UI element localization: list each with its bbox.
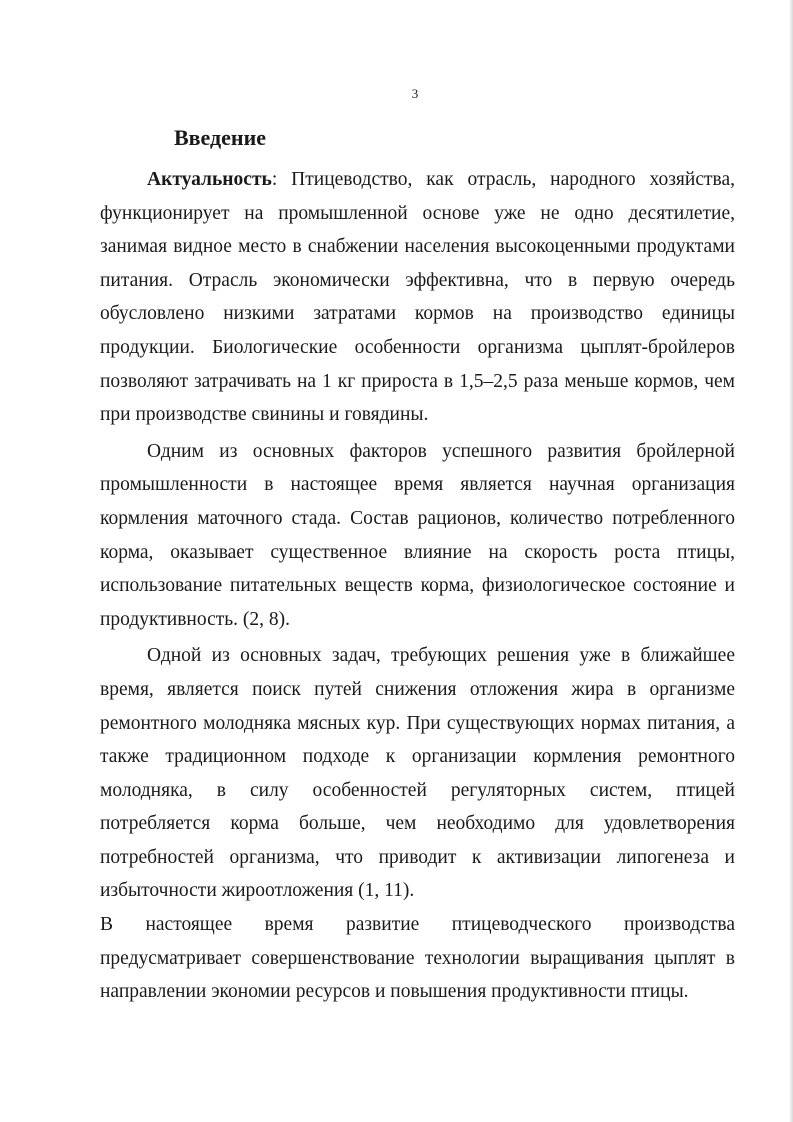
section-heading: Введение bbox=[174, 125, 267, 150]
paragraph-broiler-industry: Одним из основных факторов успешного развития бройлерной промышленности в настоящее время является научная организация кормления маточного стада. Состав рационов, количество потребленного корма, оказывает существенное влияние на скорость роста птицы, использование питательных веществ корма, физиологическое состояние и продуктивность. (2, 8). bbox=[100, 440, 735, 630]
body-text bbox=[100, 163, 735, 1009]
relevance-label: Актуальность bbox=[147, 169, 272, 190]
paragraph-relevance bbox=[100, 163, 735, 432]
page-number: 3 bbox=[411, 86, 419, 101]
paragraph-text: : Птицеводство, как отрасль, народного хозяйства, функционирует на промышленной основе уже не одно десятилетие, занимая видное место в снабжении населения высокоценными продуктами питания. Отрасль экономически эффективна, что в первую очередь обусловлено низкими затратами кормов на производство единицы продукции. Биологические особенности организма цыплят-бройлеров позволяют затрачивать на 1 кг прироста в 1,5–2,5 раза меньше кормов, чем при производстве свинины и говядины. bbox=[100, 169, 735, 426]
page-edge-shadow bbox=[789, 0, 793, 1122]
paragraph-resource-saving: В настоящее время развитие птицеводческого производства предусматривает совершенствование технологии выращивания цыплят в направлении экономии ресурсов и повышения продуктивности птицы. bbox=[100, 914, 735, 1003]
paragraph-fat-deposition: Одной из основных задач, требующих решения уже в ближайшее время, является поиск путей снижения отложения жира в организме ремонтного молодняка мясных кур. При существующих нормах питания, а также традиционном подходе к организации кормления ремонтного молодняка, в силу особенностей регуляторных систем, птицей потребляется корма больше, чем необходимо для удовлетворения потребностей организма, что приводит к активизации липогенеза и избыточности жироотложения (1, 11). bbox=[100, 645, 735, 902]
